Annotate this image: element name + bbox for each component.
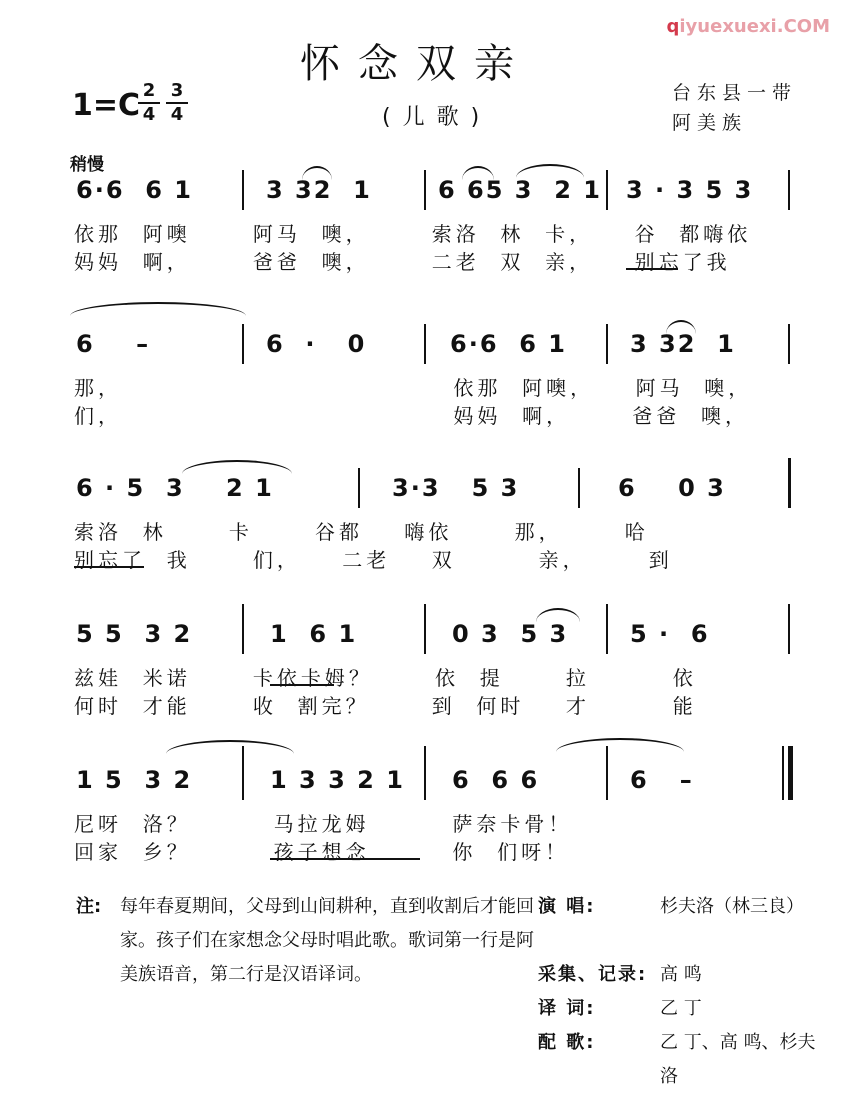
time-signature-1-bottom: 4 — [138, 102, 160, 126]
credit-arranger — [538, 1026, 818, 1087]
lyrics-chinese: 别忘了 我 们， 二老 双 亲， 到 — [74, 548, 673, 572]
tie — [70, 302, 246, 316]
lyrics-amis: 依那 阿噢 阿马 噢， 索洛 林 卡， 谷 都嗨依 — [74, 222, 752, 246]
underline — [270, 858, 420, 860]
measure: 6 65 3 2 1 — [438, 176, 602, 204]
score-row-5 — [70, 760, 790, 870]
measure: 3·3 5 3 — [392, 474, 520, 502]
footnote-label: 注: — [76, 896, 102, 917]
bar-line — [788, 458, 791, 508]
underline — [626, 268, 678, 270]
measure: 6 6 6 — [452, 766, 540, 794]
bar-line — [788, 324, 790, 364]
lyrics-amis: 尼呀 洛？ 马拉龙姆 萨奈卡骨！ — [74, 812, 573, 836]
credit-label: 配 歌: — [538, 1032, 596, 1053]
measure: 6·6 6 1 — [450, 330, 567, 358]
credit-label: 译 词: — [538, 998, 596, 1019]
bar-line — [242, 604, 244, 654]
measure: 3 32 1 — [266, 176, 372, 204]
slur — [666, 320, 696, 334]
bar-line — [606, 324, 608, 364]
bar-line — [606, 170, 608, 210]
slur — [462, 166, 494, 180]
score-row-1 — [70, 170, 790, 280]
bar-line — [606, 604, 608, 654]
time-signature-2-bottom: 4 — [166, 102, 188, 126]
slur — [536, 608, 580, 622]
bar-line — [606, 746, 608, 800]
credit-performer — [538, 890, 818, 924]
watermark-prefix: q — [666, 16, 680, 37]
lyrics-amis: 那， 依那 阿噢， 阿马 噢， — [74, 376, 753, 400]
measure: 5 · 6 — [630, 620, 710, 648]
measure: 6 0 3 — [618, 474, 726, 502]
final-bar-thin — [782, 746, 784, 800]
credit-translator — [538, 992, 818, 1026]
measure: 1 5 3 2 — [76, 766, 193, 794]
credit-label: 采集、记录: — [538, 964, 648, 985]
underline — [270, 684, 334, 686]
credits — [538, 890, 818, 1087]
slur — [302, 166, 332, 180]
time-signature-2 — [166, 80, 188, 126]
measure: 6 · 5 3 2 1 — [76, 474, 274, 502]
song-subtitle: (儿歌) — [382, 105, 492, 130]
credit-label: 演 唱: — [538, 896, 596, 917]
bar-line — [424, 324, 426, 364]
credit-value: 高 鸣 — [660, 964, 702, 985]
lyrics-amis: 索洛 林 卡 谷都 嗨依 那， 哈 — [74, 520, 649, 544]
bar-line — [424, 604, 426, 654]
slur — [166, 740, 294, 754]
slur — [516, 164, 584, 178]
credit-value: 乙 丁、高 鸣、杉夫洛 — [660, 1032, 816, 1087]
measure: 6 · 0 — [266, 330, 367, 358]
bar-line — [578, 468, 580, 508]
measure: 5 5 3 2 — [76, 620, 193, 648]
song-title: 怀念双亲 — [300, 41, 532, 87]
time-signature-1 — [138, 80, 160, 126]
origin-ethnic: 阿美族 — [672, 112, 748, 134]
credit-value: 乙 丁 — [660, 998, 702, 1019]
underline — [74, 566, 144, 568]
bar-line — [358, 468, 360, 508]
measure: 1 3 3 2 1 — [270, 766, 405, 794]
bar-line — [788, 604, 790, 654]
time-signature-2-top: 3 — [170, 80, 184, 101]
measure: 1 6 1 — [270, 620, 358, 648]
footnote-text: 每年春夏期间，父母到山间耕种，直到收割后才能回家。孩子们在家想念父母时唱此歌。歌词第一行是阿美族语音，第二行是汉语译词。 — [120, 896, 534, 985]
watermark — [667, 16, 831, 37]
time-signature-1-top: 2 — [142, 80, 156, 101]
lyrics-chinese: 妈妈 啊， 爸爸 噢， 二老 双 亲， 别忘了我 — [74, 250, 731, 274]
score-row-2 — [70, 324, 790, 434]
bar-line — [242, 324, 244, 364]
score-row-3 — [70, 468, 790, 578]
lyrics-chinese: 回家 乡？ 孩子想念 你 们呀！ — [74, 840, 570, 864]
measure: 3 32 1 — [630, 330, 736, 358]
bar-line — [242, 170, 244, 210]
score-row-4 — [70, 614, 790, 724]
final-bar-thick — [788, 746, 793, 800]
key-signature: 1=C — [72, 88, 141, 123]
tempo-marking: 稍慢 — [70, 155, 104, 175]
bar-line — [788, 170, 790, 210]
song-origin — [672, 78, 797, 138]
slur — [182, 460, 292, 474]
measure: 6 – — [76, 330, 151, 358]
lyrics-amis: 兹娃 米诺 卡依卡姆？ 依 提 拉 依 — [74, 666, 697, 690]
lyrics-chinese: 何时 才能 收 割完？ 到 何时 才 能 — [74, 694, 697, 718]
bar-line — [424, 746, 426, 800]
lyrics-chinese: 们， 妈妈 啊， 爸爸 噢， — [74, 404, 750, 428]
credit-value: 杉夫洛（林三良） — [660, 896, 804, 917]
measure: 6·6 6 1 — [76, 176, 193, 204]
tie — [556, 738, 684, 752]
bar-line — [242, 746, 244, 800]
bar-line — [424, 170, 426, 210]
measure: 6 – — [630, 766, 694, 794]
watermark-text: iyuexuexi.COM — [679, 16, 830, 37]
measure: 3 · 3 5 3 — [626, 176, 754, 204]
credit-collector — [538, 958, 818, 992]
origin-region: 台东县一带 — [672, 82, 798, 104]
measure: 0 3 5 3 — [452, 620, 569, 648]
